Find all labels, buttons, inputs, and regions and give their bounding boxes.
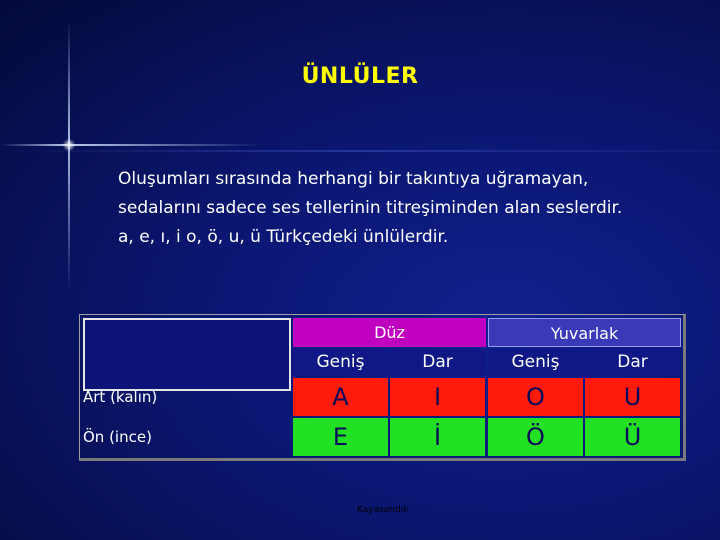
row-label-on: Ön (ince) xyxy=(83,428,152,446)
subheader-genis: Geniş xyxy=(488,349,583,376)
body-paragraph xyxy=(118,165,708,252)
vowel-cell: E xyxy=(293,418,388,456)
footer-credit: Kayasandık xyxy=(357,505,409,515)
subheader-dar: Dar xyxy=(585,349,680,376)
decorative-band xyxy=(0,150,720,152)
sparkle-vertical xyxy=(68,20,70,290)
paragraph-line: a, e, ı, i o, ö, u, ü Türkçedeki ünlülerdir. xyxy=(118,227,449,247)
vowel-cell: O xyxy=(488,378,583,416)
group-header-yuvarlak: Yuvarlak xyxy=(488,318,681,347)
sparkle-horizontal xyxy=(0,144,260,146)
group-header-duz: Düz xyxy=(293,318,486,347)
vowel-cell: Ö xyxy=(488,418,583,456)
vowel-cell: U xyxy=(585,378,680,416)
vowel-cell: I xyxy=(390,378,485,416)
vowel-cell: İ xyxy=(390,418,485,456)
slide-title: ÜNLÜLER xyxy=(301,64,419,89)
vowel-table xyxy=(79,314,686,461)
subheader-genis: Geniş xyxy=(293,349,388,376)
vowel-cell: A xyxy=(293,378,388,416)
row-label-art: Art (kalın) xyxy=(83,388,158,406)
subheader-dar: Dar xyxy=(390,349,485,376)
vowel-cell: Ü xyxy=(585,418,680,456)
paragraph-line: sedalarını sadece ses tellerinin titreşiminden alan seslerdir. xyxy=(118,198,623,218)
paragraph-line: Oluşumları sırasında herhangi bir takıntıya uğramayan, xyxy=(118,169,589,189)
